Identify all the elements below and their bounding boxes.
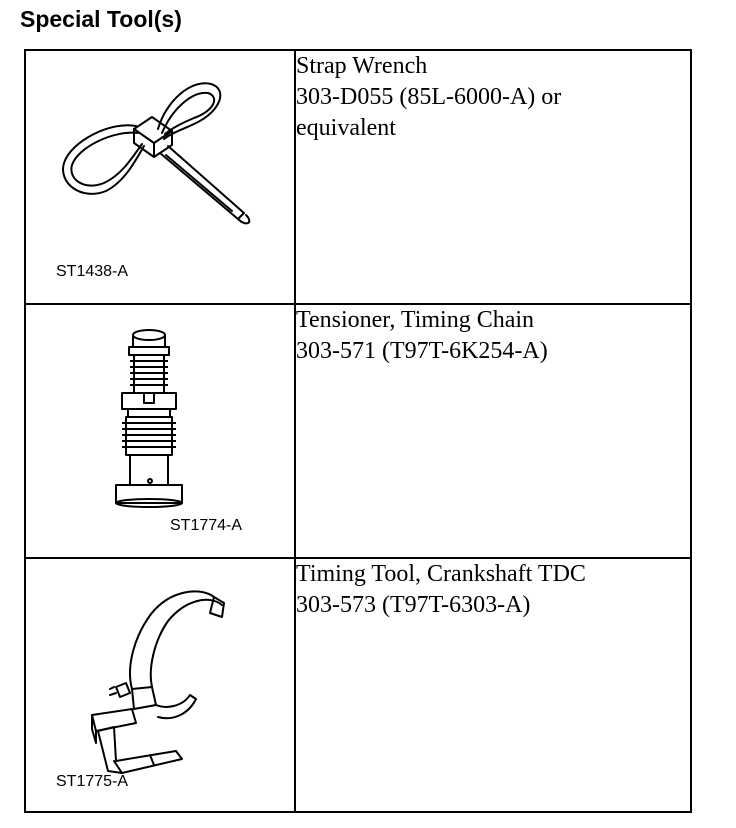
tool-part-note: equivalent bbox=[296, 115, 396, 141]
tool-row bbox=[25, 50, 691, 304]
tool-part-number: 303-D055 (85L-6000-A) or bbox=[296, 84, 562, 110]
tool-name: Tensioner, Timing Chain bbox=[296, 307, 535, 333]
tool-part-number: 303-573 (T97T-6303-A) bbox=[296, 592, 531, 618]
timing-chain-tensioner-icon bbox=[26, 305, 294, 557]
page-title: Special Tool(s) bbox=[20, 6, 182, 32]
tool-image-cell bbox=[25, 50, 295, 304]
tool-name: Strap Wrench bbox=[296, 53, 428, 79]
tool-description-cell bbox=[295, 304, 691, 558]
tool-row bbox=[25, 304, 691, 558]
tool-row bbox=[25, 558, 691, 812]
tool-description-cell bbox=[295, 50, 691, 304]
tool-name: Timing Tool, Crankshaft TDC bbox=[296, 561, 586, 587]
tool-part-number: 303-571 (T97T-6K254-A) bbox=[296, 338, 548, 364]
tool-image-cell bbox=[25, 558, 295, 812]
tool-code: ST1775-A bbox=[56, 773, 129, 790]
special-tools-table bbox=[24, 49, 692, 813]
tool-description-cell bbox=[295, 558, 691, 812]
tool-code: ST1438-A bbox=[56, 263, 129, 280]
tool-image-cell bbox=[25, 304, 295, 558]
tool-code: ST1774-A bbox=[170, 517, 243, 534]
